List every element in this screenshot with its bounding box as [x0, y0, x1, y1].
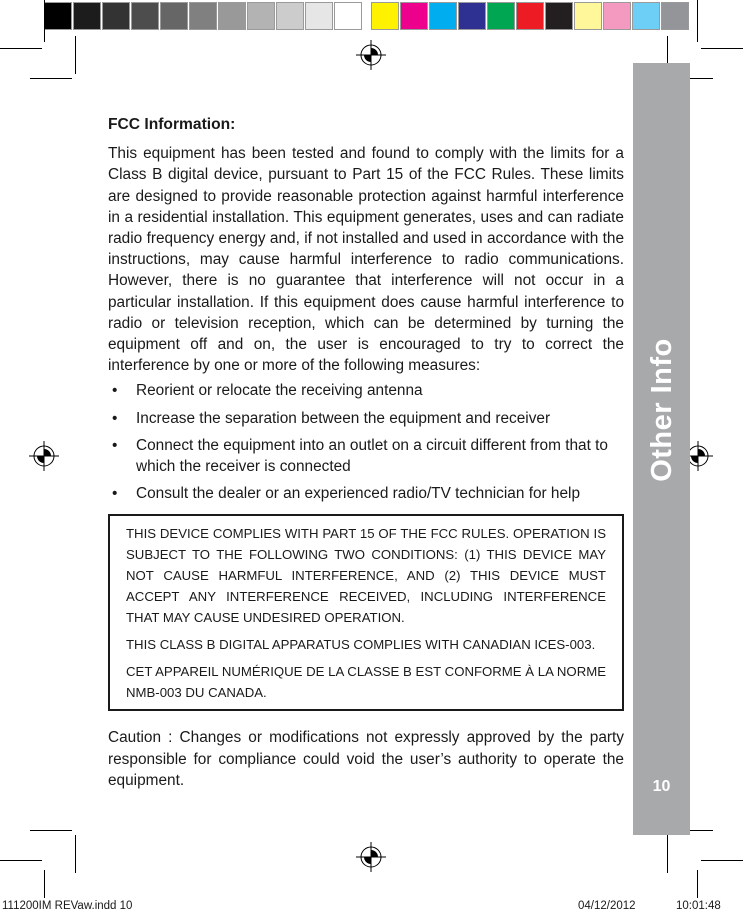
gray-swatch: [131, 2, 159, 30]
measure-text: Consult the dealer or an experienced radio/TV technician for help: [136, 485, 581, 503]
color-swatch: [429, 2, 457, 30]
footer-date: 04/12/2012: [578, 900, 636, 912]
color-swatch: [458, 2, 486, 30]
color-swatch: [400, 2, 428, 30]
section-tab-label: Other Info: [646, 338, 678, 482]
color-swatch: [516, 2, 544, 30]
swatch-gap: [363, 2, 371, 30]
registration-mark-icon: [356, 842, 386, 872]
gray-swatch: [102, 2, 130, 30]
crop-mark: [0, 48, 42, 49]
crop-mark: [30, 830, 72, 831]
crop-mark: [667, 835, 668, 873]
crop-mark: [75, 835, 76, 873]
canada-statement-en: THIS CLASS B DIGITAL APPARATUS COMPLIES WITH CANADIAN ICES-003.: [126, 637, 596, 653]
gray-swatch: [305, 2, 333, 30]
gray-swatch: [218, 2, 246, 30]
registration-mark-icon: [356, 40, 386, 70]
color-swatch: [632, 2, 660, 30]
caution-paragraph: Caution : Changes or modifications not expressly approved by the party responsible for compliance could void the user’s authority to operate the equipment.: [108, 729, 624, 789]
crop-mark: [0, 860, 42, 861]
measure-text: Increase the separation between the equipment and receiver: [136, 409, 551, 427]
bullet-icon: •: [112, 436, 118, 454]
registration-mark-icon: [29, 441, 59, 471]
compliance-statement: THIS DEVICE COMPLIES WITH PART 15 OF THE FCC RULES. OPERATION IS SUBJECT TO THE FOLLOWING TWO CONDITIONS: (1) THIS DEVICE MAY NOT CAUSE HARMFUL INTERFERENCE, AND (2) THIS DEVICE MUST ACCEPT ANY INTERFERENCE RECEIVED, INCLUDING INTERFERENCE THAT MAY CAUSE UNDESIRED OPERATION.: [126, 526, 606, 626]
gray-swatch: [44, 2, 72, 30]
fcc-content: [108, 114, 624, 791]
color-swatch: [661, 2, 689, 30]
color-swatch: [545, 2, 573, 30]
gray-swatch: [73, 2, 101, 30]
compliance-notice-box: [108, 514, 624, 711]
crop-mark: [30, 78, 72, 79]
bullet-icon: •: [112, 382, 118, 400]
gray-swatch: [160, 2, 188, 30]
color-calibration-bar: [44, 2, 690, 30]
crop-mark: [697, 870, 698, 898]
fcc-intro-paragraph: This equipment has been tested and found to comply with the limits for a Class B digital device, pursuant to Part 15 of the FCC Rules. These limits are designed to provide reasonable protection against harmful interference in a residential installation. This equipment generates, uses and can radiate radio frequency energy and, if not installed and used in accordance with the instructions, may cause harmful interference to radio communications. However, there is no guarantee that interference will not occur in a particular installation. If this equipment does cause harmful interference to radio or television reception, which can be determined by turning the equipment off and on, the user is encouraged to try to correct the interference by one or more of the following measures:: [108, 145, 624, 375]
bullet-icon: •: [112, 485, 118, 503]
crop-mark: [44, 0, 45, 42]
canada-statement-fr: CET APPAREIL NUMÉRIQUE DE LA CLASSE B EST CONFORME À LA NORME NMB-003 DU CANADA.: [126, 664, 606, 701]
fcc-heading: FCC Information:: [108, 116, 236, 133]
footer-filename: 111200IM REVaw.indd 10: [2, 900, 133, 912]
list-item: [108, 380, 624, 401]
gray-swatch: [334, 2, 362, 30]
list-item: [108, 483, 624, 504]
measure-text: Reorient or relocate the receiving antenna: [136, 382, 423, 400]
crop-mark: [701, 860, 743, 861]
bullet-icon: •: [112, 409, 118, 427]
color-swatch: [574, 2, 602, 30]
color-swatch: [371, 2, 399, 30]
footer-time: 10:01:48: [676, 900, 721, 912]
color-swatch: [603, 2, 631, 30]
crop-mark: [701, 48, 743, 49]
list-item: [108, 408, 624, 429]
page-number: 10: [652, 778, 671, 795]
list-item: [108, 435, 624, 477]
measure-text: Connect the equipment into an outlet on a circuit different from that to which the receiver is connected: [136, 436, 608, 476]
crop-mark: [75, 36, 76, 74]
measures-list: [108, 380, 624, 504]
color-swatch: [487, 2, 515, 30]
crop-mark: [697, 0, 698, 42]
crop-mark: [44, 870, 45, 898]
gray-swatch: [276, 2, 304, 30]
gray-swatch: [247, 2, 275, 30]
gray-swatch: [189, 2, 217, 30]
